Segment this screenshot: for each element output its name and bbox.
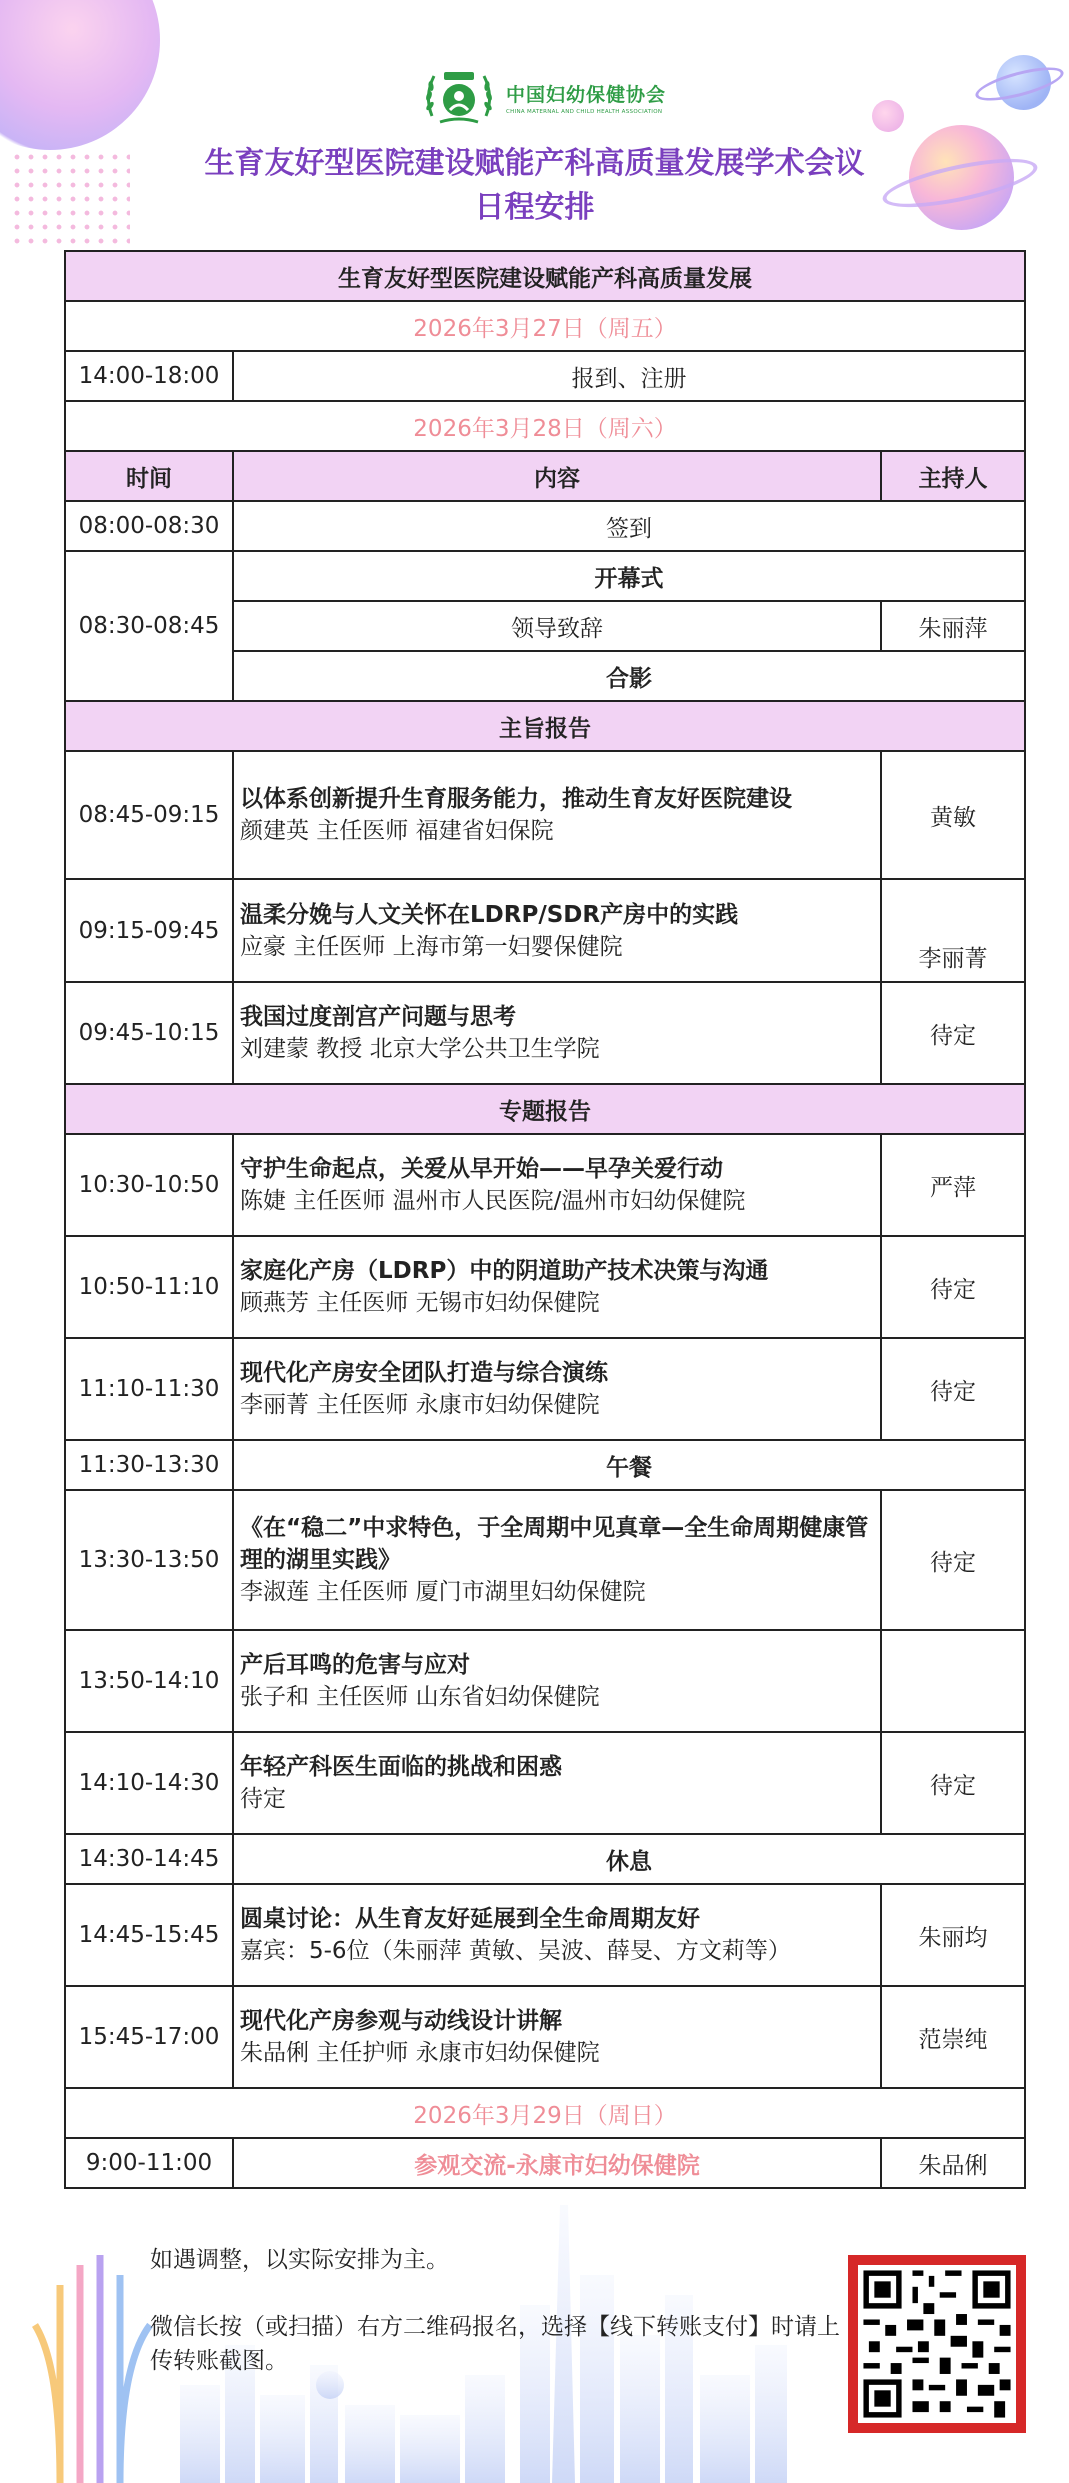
session-content — [233, 879, 881, 982]
session-content — [233, 1732, 881, 1834]
session-content: 午餐 — [233, 1440, 1025, 1490]
date-day2: 2026年3月28日（周六） — [65, 401, 1025, 451]
session-time: 08:45-09:15 — [65, 751, 233, 879]
session-time: 13:50-14:10 — [65, 1630, 233, 1732]
session-time: 10:50-11:10 — [65, 1236, 233, 1338]
page-title: 生育友好型医院建设赋能产科高质量发展学术会议 — [204, 146, 865, 181]
page-subtitle: 日程安排 — [474, 190, 595, 225]
session-content: 领导致辞 — [233, 601, 881, 651]
session-time: 14:10-14:30 — [65, 1732, 233, 1834]
adjustment-note: 如遇调整，以实际安排为主。 — [150, 2247, 449, 2273]
session-title: 家庭化产房（LDRP）中的阴道助产技术决策与沟通 — [240, 1258, 769, 1284]
session-content — [233, 1884, 881, 1986]
session-host — [881, 1630, 1025, 1732]
section-header-row — [65, 1084, 1025, 1134]
opening-title: 开幕式 — [233, 551, 1025, 601]
session-speaker: 张子和 主任医师 山东省妇幼保健院 — [240, 1684, 600, 1710]
table-banner: 生育友好型医院建设赋能产科高质量发展 — [65, 251, 1025, 301]
session-content — [233, 1986, 881, 2088]
table-row — [65, 1236, 1025, 1338]
org-name-en: CHINA MATERNAL AND CHILD HEALTH ASSOCIATION — [506, 108, 663, 115]
session-speaker: 颜建英 主任医师 福建省妇保院 — [240, 818, 554, 844]
session-title: 现代化产房参观与动线设计讲解 — [240, 2008, 562, 2034]
section-keynote: 主旨报告 — [65, 701, 1025, 751]
table-row — [65, 1732, 1025, 1834]
session-time: 11:10-11:30 — [65, 1338, 233, 1440]
org-name-cn: 中国妇幼保健协会 — [506, 83, 667, 106]
session-host: 范崇纯 — [881, 1986, 1025, 2088]
session-time: 13:30-13:50 — [65, 1490, 233, 1630]
session-title: 我国过度剖宫产问题与思考 — [240, 1004, 516, 1030]
table-row — [65, 551, 1025, 601]
date-row — [65, 2088, 1025, 2138]
session-content — [233, 1630, 881, 1732]
table-row — [65, 1630, 1025, 1732]
session-title: 现代化产房安全团队打造与综合演练 — [240, 1360, 608, 1386]
session-content — [233, 982, 881, 1084]
decorative-planet-ring — [972, 61, 1066, 108]
session-host: 朱品俐 — [881, 2138, 1025, 2188]
session-content: 合影 — [233, 651, 1025, 701]
session-time: 08:30-08:45 — [65, 551, 233, 701]
session-title: 圆桌讨论：从生育友好延展到全生命周期友好 — [240, 1906, 700, 1932]
session-speaker: 朱品俐 主任护师 永康市妇幼保健院 — [240, 2040, 600, 2066]
session-title: 以体系创新提升生育服务能力，推动生育友好医院建设 — [240, 786, 792, 812]
session-time: 15:45-17:00 — [65, 1986, 233, 2088]
session-title: 产后耳鸣的危害与应对 — [240, 1652, 470, 1678]
session-speaker: 待定 — [240, 1786, 286, 1812]
session-title: 温柔分娩与人文关怀在LDRP/SDR产房中的实践 — [240, 901, 739, 928]
table-row — [65, 1834, 1025, 1884]
date-row — [65, 401, 1025, 451]
session-content — [233, 1236, 881, 1338]
registration-qr-code[interactable] — [848, 2255, 1026, 2433]
session-speaker: 嘉宾：5-6位（朱丽萍 黄敏、吴波、薛旻、方文莉等） — [240, 1938, 791, 1964]
session-time: 10:30-10:50 — [65, 1134, 233, 1236]
org-emblem-icon — [420, 66, 498, 128]
session-time: 09:15-09:45 — [65, 879, 233, 982]
session-time: 14:45-15:45 — [65, 1884, 233, 1986]
session-content: 报到、注册 — [233, 351, 1025, 401]
table-row — [65, 1986, 1025, 2088]
decorative-blob — [0, 0, 160, 150]
session-host: 待定 — [881, 1236, 1025, 1338]
column-header-time: 时间 — [65, 451, 233, 501]
table-row — [65, 1884, 1025, 1986]
qr-code-icon — [858, 2265, 1016, 2423]
date-row — [65, 301, 1025, 351]
session-speaker: 刘建蒙 教授 北京大学公共卫生学院 — [240, 1036, 600, 1062]
session-host: 朱丽萍 — [881, 601, 1025, 651]
section-topic: 专题报告 — [65, 1084, 1025, 1134]
table-row — [65, 351, 1025, 401]
table-row — [65, 1134, 1025, 1236]
session-host: 严萍 — [881, 1134, 1025, 1236]
session-time: 9:00-11:00 — [65, 2138, 233, 2188]
table-row — [65, 1338, 1025, 1440]
decorative-planet-blue — [996, 55, 1051, 110]
table-row — [65, 982, 1025, 1084]
session-title: 守护生命起点，关爱从早开始——早孕关爱行动 — [240, 1156, 723, 1182]
registration-note: 微信长按（或扫描）右方二维码报名，选择【线下转账支付】时请上传转账截图。 — [150, 2314, 840, 2374]
session-content — [233, 1490, 881, 1630]
decorative-planet-small — [872, 100, 904, 132]
session-host: 朱丽均 — [881, 1884, 1025, 1986]
session-content: 签到 — [233, 501, 1025, 551]
column-header-host: 主持人 — [881, 451, 1025, 501]
schedule-table — [64, 250, 1026, 2189]
session-time: 08:00-08:30 — [65, 501, 233, 551]
session-host: 待定 — [881, 1490, 1025, 1630]
table-row — [65, 2138, 1025, 2188]
session-speaker: 陈婕 主任医师 温州市人民医院/温州市妇幼保健院 — [240, 1188, 746, 1214]
session-speaker: 顾燕芳 主任医师 无锡市妇幼保健院 — [240, 1290, 600, 1316]
session-time: 11:30-13:30 — [65, 1440, 233, 1490]
session-host: 待定 — [881, 1732, 1025, 1834]
session-content — [233, 1338, 881, 1440]
session-content — [233, 751, 881, 879]
session-host: 李丽菁 — [881, 879, 1025, 982]
session-title: 年轻产科医生面临的挑战和困惑 — [240, 1754, 562, 1780]
table-row — [65, 1490, 1025, 1630]
column-header-row — [65, 451, 1025, 501]
session-host: 待定 — [881, 982, 1025, 1084]
session-content: 参观交流-永康市妇幼保健院 — [233, 2138, 881, 2188]
session-speaker: 李淑莲 主任医师 厦门市湖里妇幼保健院 — [240, 1579, 646, 1605]
session-content: 休息 — [233, 1834, 1025, 1884]
session-speaker: 李丽菁 主任医师 永康市妇幼保健院 — [240, 1392, 600, 1418]
session-host: 待定 — [881, 1338, 1025, 1440]
session-host: 黄敏 — [881, 751, 1025, 879]
date-day3: 2026年3月29日（周日） — [65, 2088, 1025, 2138]
table-row — [65, 879, 1025, 982]
section-header-row — [65, 701, 1025, 751]
table-row — [65, 501, 1025, 551]
table-banner-row — [65, 251, 1025, 301]
session-content — [233, 1134, 881, 1236]
session-speaker: 应豪 主任医师 上海市第一妇婴保健院 — [240, 933, 623, 960]
session-title: 《在“稳二”中求特色，于全周期中见真章—全生命周期健康管理的湖里实践》 — [240, 1515, 869, 1573]
column-header-content: 内容 — [233, 451, 881, 501]
date-day1: 2026年3月27日（周五） — [65, 301, 1025, 351]
session-time: 14:00-18:00 — [65, 351, 233, 401]
session-time: 14:30-14:45 — [65, 1834, 233, 1884]
table-row — [65, 1440, 1025, 1490]
org-logo — [420, 66, 666, 128]
table-row — [65, 751, 1025, 879]
session-time: 09:45-10:15 — [65, 982, 233, 1084]
